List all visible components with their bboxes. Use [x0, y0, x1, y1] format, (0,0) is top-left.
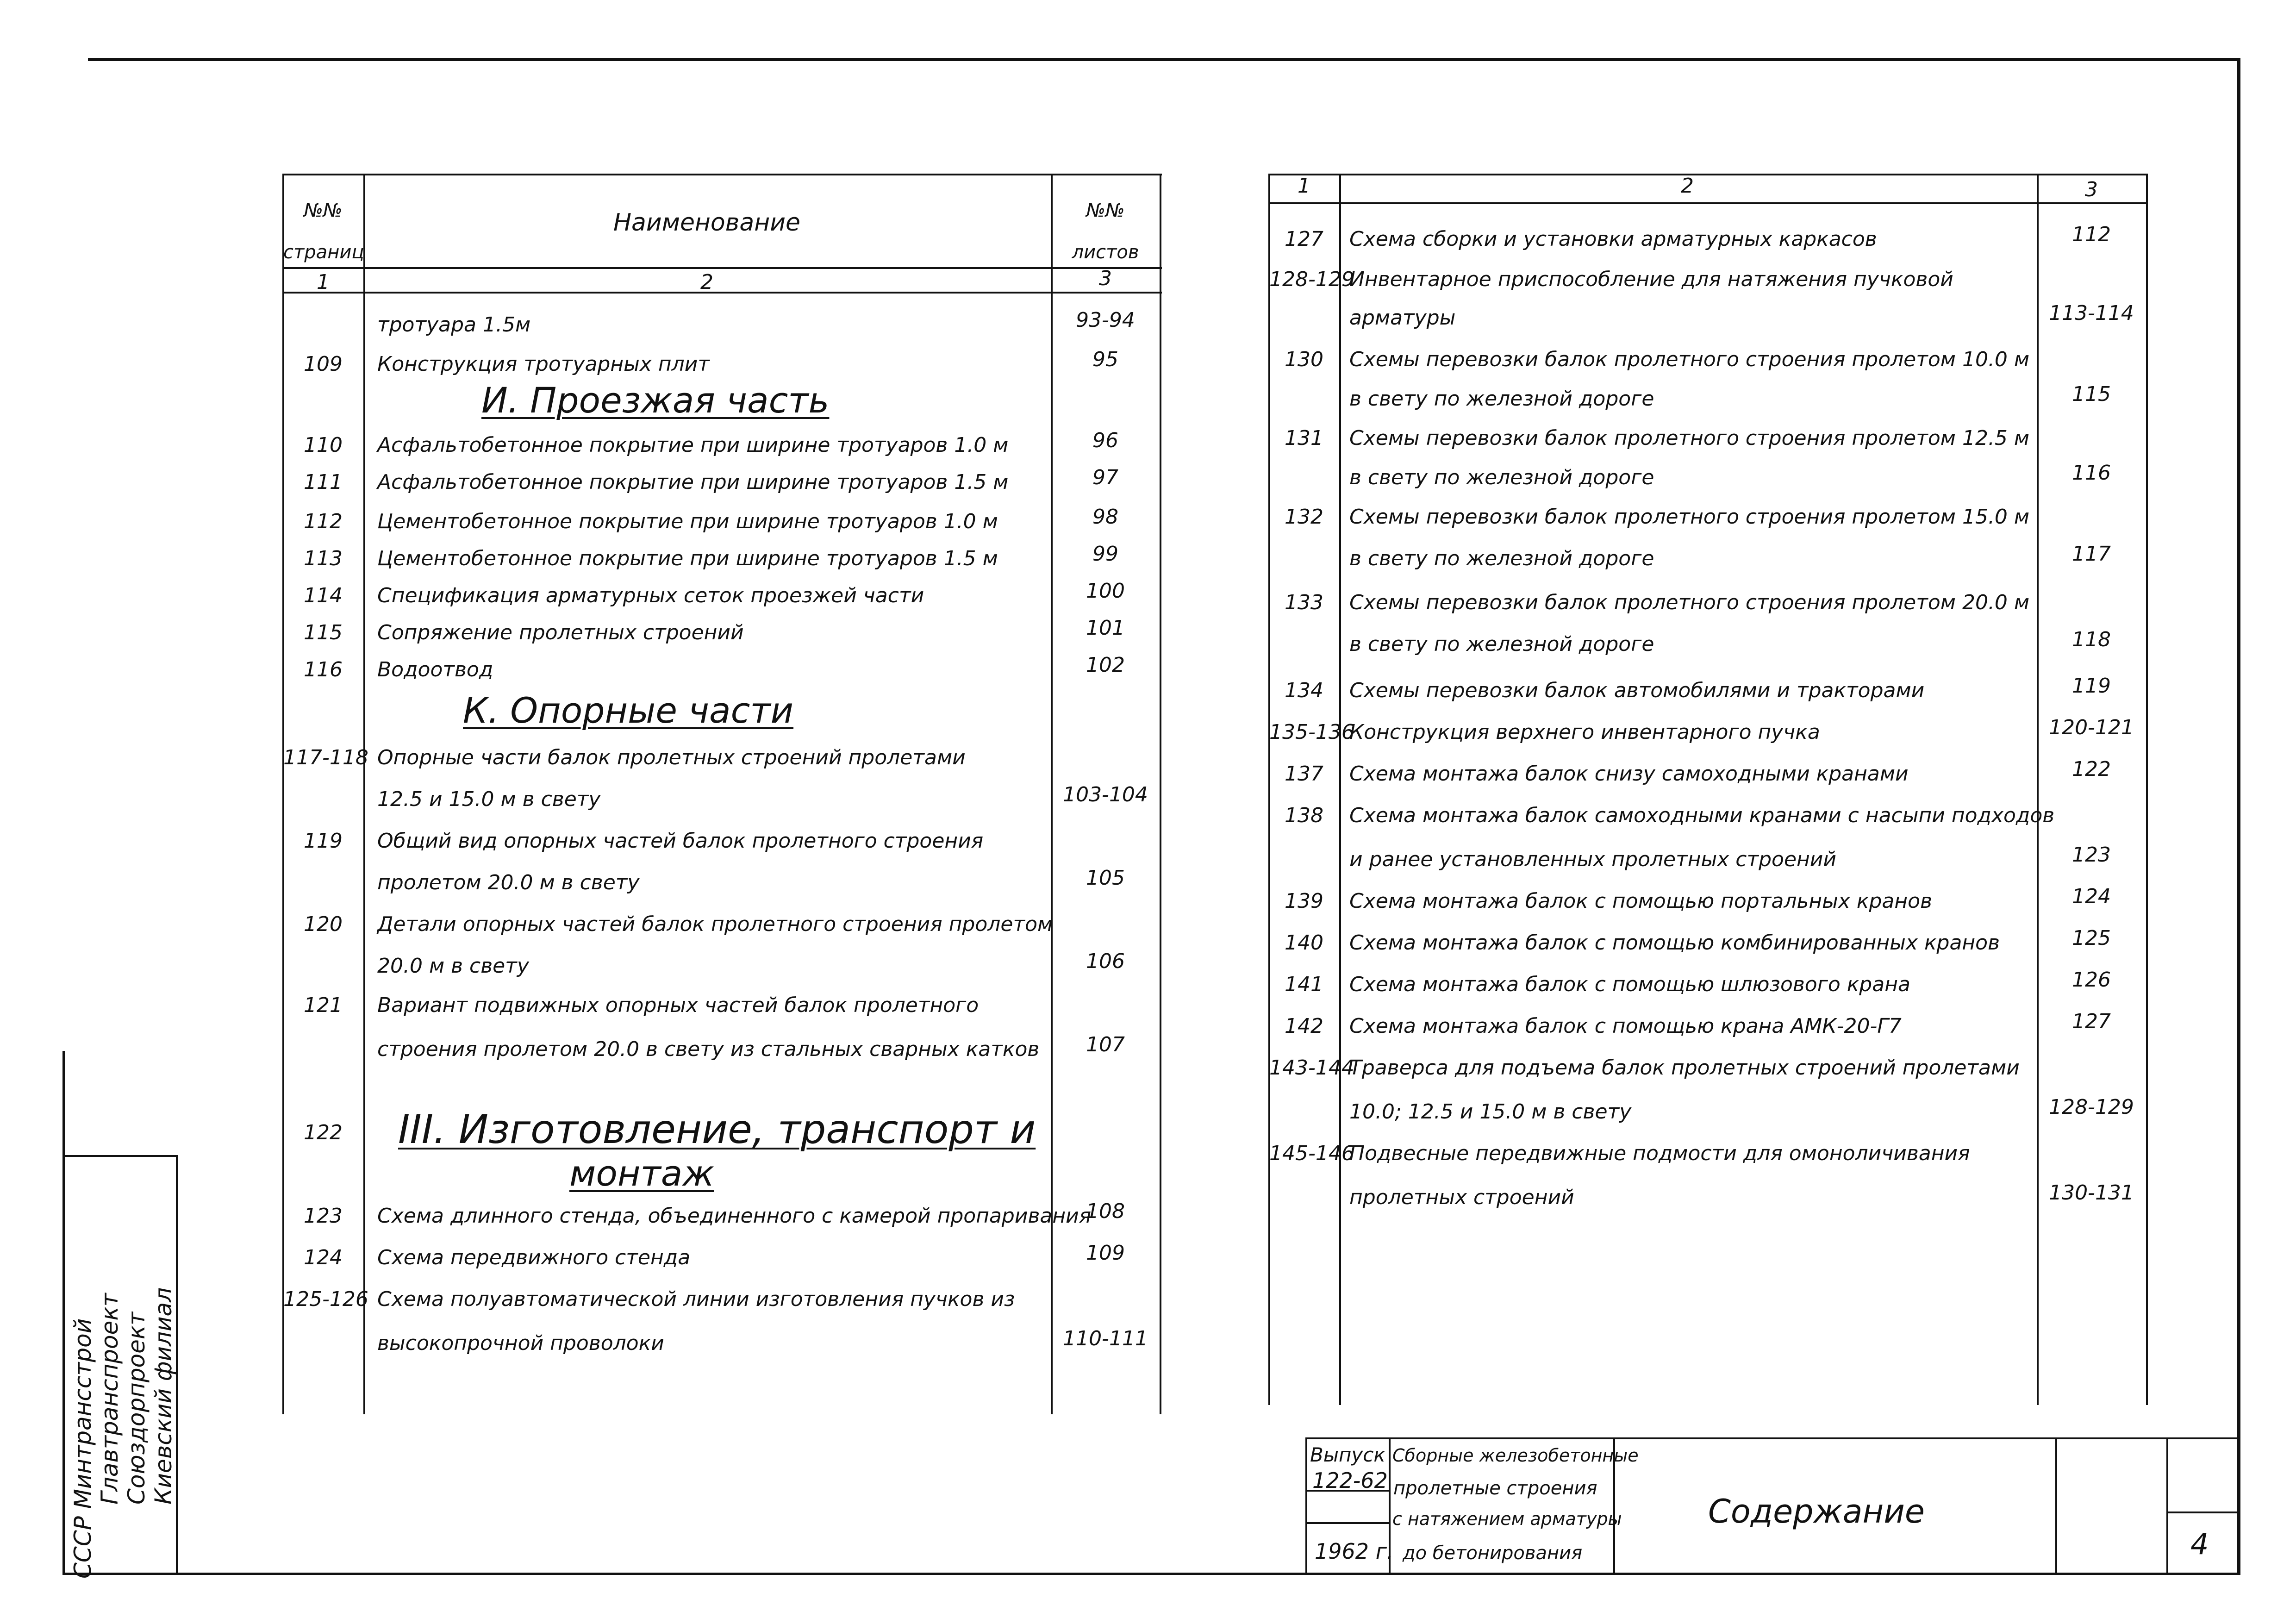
- item-name-cell: строения пролетом 20.0 в свету из стальных сварных катков: [377, 1037, 1040, 1061]
- sheet-number-cell: 108: [1086, 1199, 1125, 1223]
- item-name-cell: 10.0; 12.5 и 15.0 м в свету: [1349, 1100, 1632, 1124]
- item-name-cell: высокопрочной проволоки: [377, 1331, 664, 1355]
- sheet-number-cell: 125: [2072, 926, 2111, 950]
- side-org-line-2: Главтранспроект: [96, 1293, 123, 1505]
- sheet-number-cell: 110-111: [1063, 1327, 1148, 1350]
- header-name: Наименование: [613, 209, 801, 237]
- item-name-cell: Детали опорных частей балок пролетного строения пролетом: [377, 912, 1053, 936]
- page-number-cell: 109: [304, 352, 343, 376]
- section-title-manufacture: III. Изготовление, транспорт и: [398, 1106, 1036, 1153]
- sheet-number-cell: 107: [1086, 1033, 1125, 1056]
- header-num-1: 1: [317, 270, 330, 294]
- item-name-cell: Схема полуавтоматической линии изготовления пучков из: [377, 1287, 1015, 1311]
- stamp-year: 1962 г.: [1315, 1539, 1394, 1564]
- sheet-number-cell: 106: [1086, 949, 1125, 973]
- sheet-number-cell: 130-131: [2049, 1181, 2134, 1205]
- sheet-number-cell: 118: [2072, 628, 2111, 651]
- item-name-cell: Схемы перевозки балок автомобилями и тракторами: [1349, 679, 1925, 702]
- page-number-cell: 115: [304, 621, 343, 644]
- sheet-number-cell: 109: [1086, 1241, 1125, 1265]
- item-name-cell: Конструкция верхнего инвентарного пучка: [1349, 720, 1820, 744]
- side-org-line-3: Союздорпроект: [123, 1312, 150, 1505]
- page-number-cell: 138: [1285, 804, 1323, 827]
- section-title-roadway: И. Проезжая часть: [481, 380, 830, 421]
- item-name-cell: в свету по железной дороге: [1349, 547, 1654, 570]
- page-number-cell: 134: [1285, 679, 1323, 702]
- sheet-number-cell: 103-104: [1063, 783, 1148, 806]
- page-number-cell: 111: [304, 470, 343, 494]
- item-name-cell: Конструкция тротуарных плит: [377, 352, 710, 376]
- page-number-cell: 120: [304, 912, 343, 936]
- sheet-number-cell: 122: [2072, 757, 2111, 781]
- page-number-cell: 139: [1285, 889, 1323, 913]
- page-number-cell: 113: [304, 547, 343, 570]
- sheet-number-cell: 117: [2072, 542, 2111, 566]
- item-name-cell: пролетных строений: [1349, 1186, 1574, 1209]
- bottom-border: [62, 1573, 2240, 1575]
- item-name-cell: Водоотвод: [377, 658, 493, 681]
- sheet-number-cell: 112: [2072, 223, 2111, 246]
- section-title-mounting: монтаж: [569, 1153, 714, 1194]
- side-org-text: [69, 1287, 177, 1579]
- stamp-description-1: Сборные железобетонные: [1392, 1445, 1639, 1466]
- sheet-number-cell: 96: [1092, 429, 1118, 452]
- item-name-cell: Спецификация арматурных сеток проезжей части: [377, 584, 924, 607]
- sheet-number-cell: 124: [2072, 885, 2111, 908]
- header-pages: №№ страниц: [283, 200, 364, 263]
- page-number-cell: 128-129: [1269, 268, 1354, 291]
- item-name-cell: Вариант подвижных опорных частей балок пролетного: [377, 993, 979, 1017]
- page-number-cell: 137: [1285, 762, 1323, 786]
- item-name-cell: Асфальтобетонное покрытие при ширине тротуаров 1.5 м: [377, 470, 1009, 494]
- sheet-number-cell: 95: [1092, 348, 1118, 371]
- item-name-cell: Схема длинного стенда, объединенного с камерой пропаривания: [377, 1204, 1092, 1228]
- sheet-number-cell: 93-94: [1076, 308, 1135, 332]
- item-name-cell: в свету по железной дороге: [1349, 466, 1654, 489]
- header-num-2: 2: [700, 270, 713, 294]
- item-name-cell: Общий вид опорных частей балок пролетного строения: [377, 829, 984, 853]
- item-name-cell: и ранее установленных пролетных строений: [1349, 848, 1836, 871]
- sheet-number-cell: 113-114: [2049, 301, 2134, 325]
- header-sheets: №№ листов: [1072, 200, 1139, 263]
- item-name-cell: Опорные части балок пролетных строений пролетами: [377, 746, 966, 769]
- side-org-line-4: Киевский филиал: [150, 1287, 177, 1505]
- item-name-cell: Схема передвижного стенда: [377, 1246, 691, 1269]
- page-number-cell: 127: [1285, 227, 1323, 251]
- item-name-cell: Схемы перевозки балок пролетного строения пролетом 20.0 м: [1349, 591, 2030, 614]
- stamp-description-2: пролетные строения: [1393, 1478, 1597, 1499]
- sheet-number-cell: 99: [1092, 542, 1118, 566]
- item-name-cell: Схемы перевозки балок пролетного строения пролетом 12.5 м: [1349, 426, 2030, 450]
- page-number-cell: 135-136: [1269, 720, 1354, 744]
- item-name-cell: в свету по железной дороге: [1349, 387, 1654, 411]
- page-number-cell: 117-118: [283, 746, 368, 769]
- page-number-cell: 132: [1285, 505, 1323, 529]
- sheet-number-cell: 123: [2072, 843, 2111, 867]
- sheet-number-cell: 98: [1092, 505, 1118, 529]
- page-number-cell: 133: [1285, 591, 1323, 614]
- side-org-line-1: СССР Минтрансстрой: [69, 1318, 96, 1579]
- item-name-cell: Сопряжение пролетных строений: [377, 621, 744, 644]
- page-number-cell: 116: [304, 658, 343, 681]
- item-name-cell: арматуры: [1349, 306, 1456, 330]
- right-header-num-3: 3: [2085, 178, 2098, 201]
- item-name-cell: Цементобетонное покрытие при ширине тротуаров 1.0 м: [377, 510, 998, 533]
- stamp-description-4: до бетонирования: [1403, 1543, 1583, 1564]
- sheet-number-cell: 102: [1086, 653, 1125, 677]
- item-name-cell: Траверса для подъема балок пролетных строений пролетами: [1349, 1056, 2020, 1080]
- left-binding-line: [62, 1051, 65, 1574]
- page-number-cell: 145-146: [1269, 1142, 1354, 1165]
- page-number-cell: 121: [304, 993, 343, 1017]
- item-name-cell: Схема сборки и установки арматурных каркасов: [1349, 227, 1877, 251]
- page-number-cell: 123: [304, 1204, 343, 1228]
- sheet-number-cell: 128-129: [2049, 1095, 2134, 1119]
- sheet-number-cell: 119: [2072, 674, 2111, 698]
- page-number-cell: 119: [304, 829, 343, 853]
- page-number-cell: 125-126: [283, 1287, 368, 1311]
- sheet-number-cell: 127: [2072, 1010, 2111, 1033]
- page-number-cell: 140: [1285, 931, 1323, 955]
- sheet-number-cell: 116: [2072, 461, 2111, 485]
- item-name-cell: Схема монтажа балок самоходными кранами с насыпи подходов: [1349, 804, 2055, 827]
- page-number-cell: 112: [304, 510, 343, 533]
- stamp-issue-number: 122-62: [1312, 1468, 1388, 1493]
- item-name-cell: Цементобетонное покрытие при ширине тротуаров 1.5 м: [377, 547, 998, 570]
- sheet-number-cell: 101: [1086, 616, 1125, 640]
- page-number-cell: 131: [1285, 426, 1323, 450]
- sheet-number: 4: [2190, 1527, 2209, 1561]
- item-name-cell: тротуара 1.5м: [377, 313, 531, 337]
- item-name-cell: в свету по железной дороге: [1349, 632, 1654, 656]
- item-name-cell: Асфальтобетонное покрытие при ширине тротуаров 1.0 м: [377, 433, 1009, 457]
- page-number-cell: 110: [304, 433, 343, 457]
- top-border: [88, 58, 2240, 61]
- page-number-cell: 141: [1285, 973, 1323, 996]
- item-name-cell: Схема монтажа балок с помощью шлюзового крана: [1349, 973, 1910, 996]
- header-num-3: 3: [1099, 267, 1112, 290]
- section-title-bearings: К. Опорные части: [463, 690, 794, 731]
- right-header-num-2: 2: [1681, 174, 1694, 198]
- page-number-cell: 122: [304, 1121, 343, 1144]
- sheet-number-cell: 100: [1086, 579, 1125, 603]
- stamp-description-3: с натяжением арматуры: [1392, 1509, 1622, 1529]
- page-number-cell: 143-144: [1269, 1056, 1354, 1080]
- sheet-number-cell: 105: [1086, 866, 1125, 890]
- page-number-cell: 130: [1285, 348, 1323, 371]
- page-number-cell: 114: [304, 584, 343, 607]
- item-name-cell: Схема монтажа балок с помощью комбинированных кранов: [1349, 931, 2000, 955]
- item-name-cell: Схемы перевозки балок пролетного строения пролетом 15.0 м: [1349, 505, 2030, 529]
- right-border: [2237, 60, 2240, 1574]
- item-name-cell: Подвесные передвижные подмости для омоноличивания: [1349, 1142, 1970, 1165]
- item-name-cell: Инвентарное приспособление для натяжения пучковой: [1349, 268, 1953, 291]
- item-name-cell: пролетом 20.0 м в свету: [377, 871, 640, 894]
- item-name-cell: Схема монтажа балок с помощью портальных кранов: [1349, 889, 1933, 913]
- item-name-cell: Схема монтажа балок снизу самоходными кранами: [1349, 762, 1909, 786]
- sheet-number-cell: 126: [2072, 968, 2111, 992]
- page-number-cell: 124: [304, 1246, 343, 1269]
- stamp-issue-label: Выпуск: [1310, 1443, 1385, 1466]
- drawing-title: Содержание: [1708, 1493, 1925, 1530]
- item-name-cell: 12.5 и 15.0 м в свету: [377, 787, 601, 811]
- sheet-number-cell: 115: [2072, 382, 2111, 406]
- sheet-number-cell: 120-121: [2049, 716, 2134, 739]
- item-name-cell: 20.0 м в свету: [377, 954, 529, 978]
- item-name-cell: Схемы перевозки балок пролетного строения пролетом 10.0 м: [1349, 348, 2030, 371]
- page-number-cell: 142: [1285, 1014, 1323, 1038]
- right-header-num-1: 1: [1298, 174, 1310, 198]
- item-name-cell: Схема монтажа балок с помощью крана АМК-20-Г7: [1349, 1014, 1902, 1038]
- sheet-number-cell: 97: [1092, 466, 1118, 489]
